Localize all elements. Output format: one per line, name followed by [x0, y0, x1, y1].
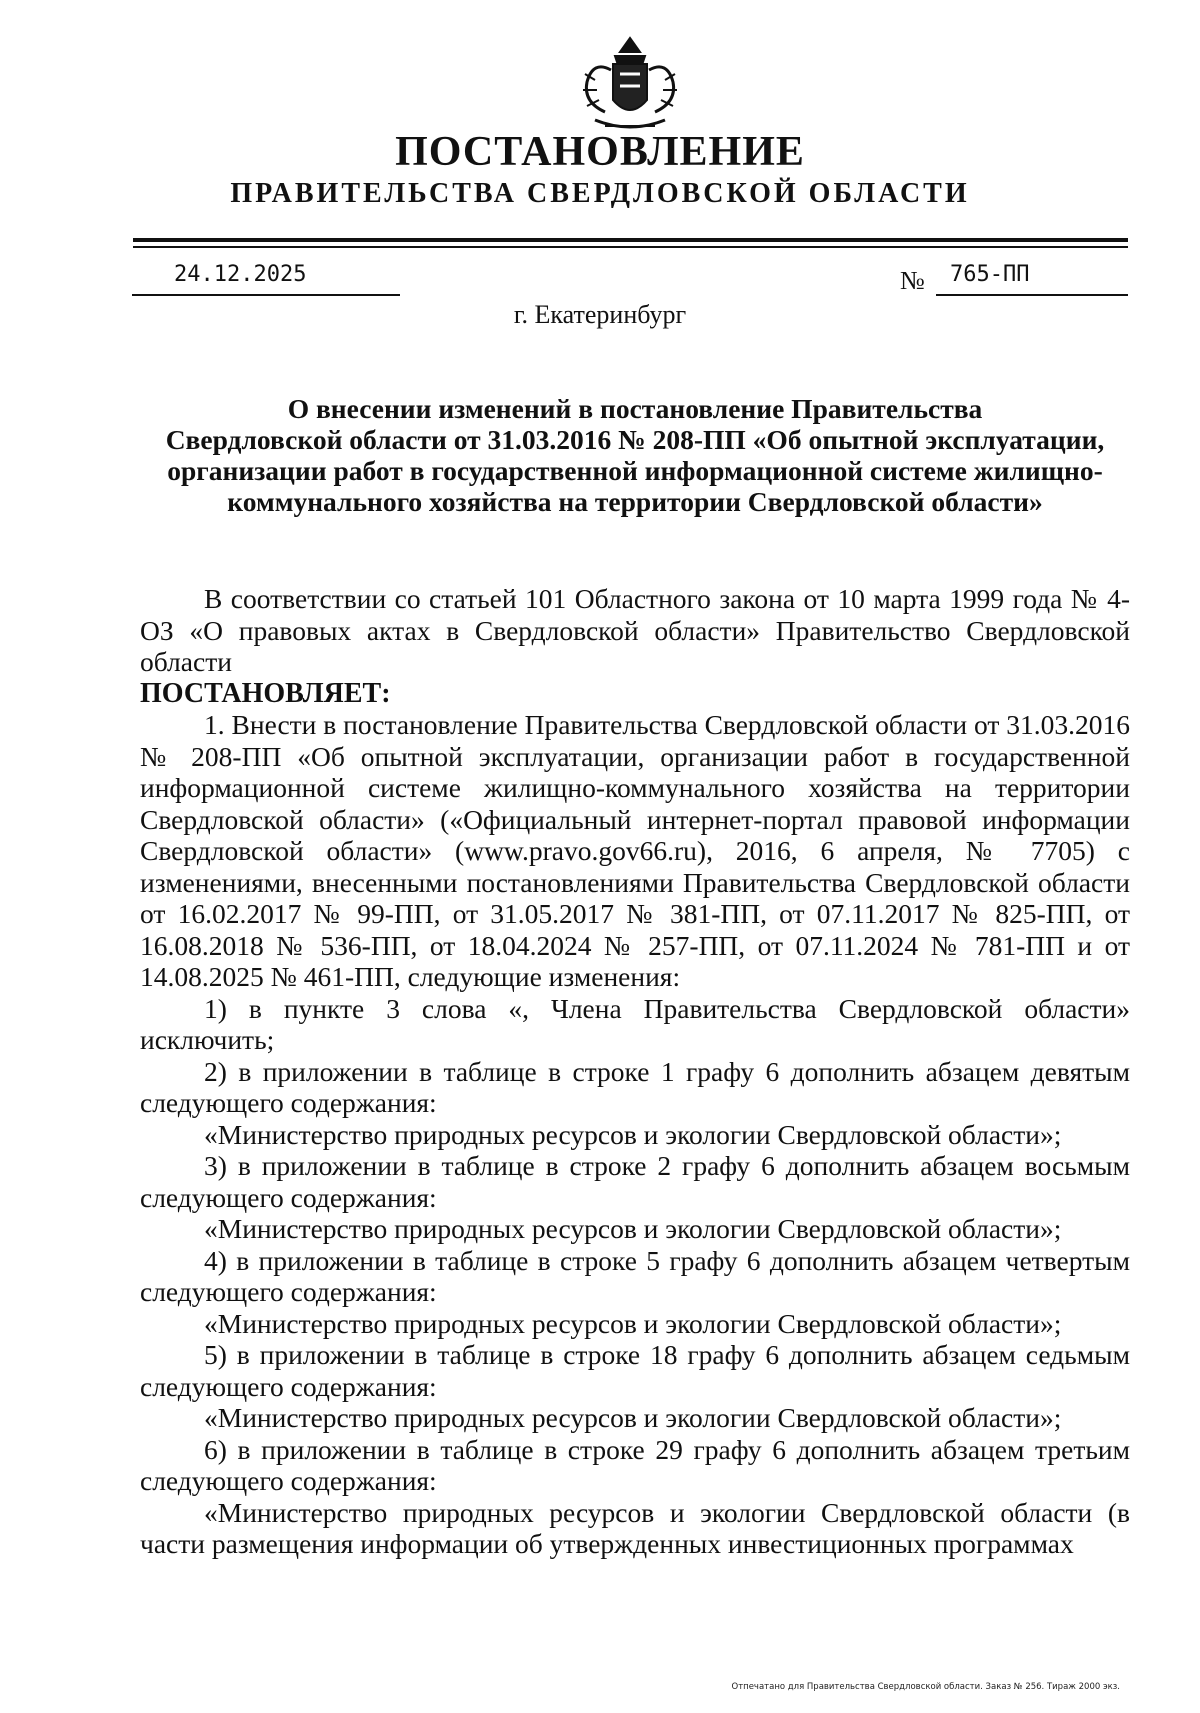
number-sign: №: [900, 266, 925, 295]
print-note: Отпечатано для Правительства Свердловской области. Заказ № 256. Тираж 2000 экз.: [731, 1682, 1120, 1692]
heading-line-2: Свердловской области от 31.03.2016 № 208-ПП «Об опытной эксплуатации,: [165, 424, 1105, 455]
heading-line-4: коммунального хозяйства на территории Свердловской области»: [227, 486, 1043, 517]
document-date-field: [132, 262, 400, 296]
resolves-heading: ПОСТАНОВЛЯЕТ:: [140, 677, 391, 709]
header-divider-thick: [133, 238, 1128, 242]
document-number-field: [900, 262, 1130, 296]
subitem-3: 3) в приложении в таблице в строке 2 графу 6 дополнить абзацем восьмым следующего содержания:: [140, 1150, 1130, 1213]
subitem-4: 4) в приложении в таблице в строке 5 графу 6 дополнить абзацем четвертым следующего содержания:: [140, 1244, 1130, 1307]
document-date: 24.12.2025: [174, 262, 307, 287]
number-underline: [936, 262, 1128, 296]
coat-of-arms-emblem: [565, 30, 695, 140]
heading-line-1: О внесении изменений в постановление Правительства: [287, 393, 983, 424]
heading-line-3: организации работ в государственной информационной системе жилищно-: [167, 455, 1103, 486]
preamble-paragraph: В соответствии со статьей 101 Областного закона от 10 марта 1999 года № 4-ОЗ «О правовых актах в Свердловской области» Правительство Свердловской области: [140, 583, 1130, 677]
issuing-authority: ПРАВИТЕЛЬСТВА СВЕРДЛОВСКОЙ ОБЛАСТИ: [230, 178, 970, 209]
quote-5: «Министерство природных ресурсов и экологии Свердловской области»;: [204, 1402, 1062, 1433]
item-1-paragraph: 1. Внести в постановление Правительства Свердловской области от 31.03.2016 № 208-ПП «Об опытной эксплуатации, организации работ в государственной информационной системе жилищно-коммунального хозяйства на территории Свердловской области» («Официальный интернет-портал правовой информации Свердловской области» (www.pravo.gov66.ru), 2016, 6 апреля, № 7705) с изменениями, внесенными постановлениями Правительства Свердловской области от 16.02.2017 № 99-ПП, от 31.05.2017 № 381-ПП, от 07.11.2017 № 825-ПП, от 16.08.2018 № 536-ПП, от 18.04.2024 № 257-ПП, от 07.11.2024 № 781-ПП и от 14.08.2025 № 461-ПП, следующие изменения:: [140, 709, 1130, 992]
subitem-5: 5) в приложении в таблице в строке 18 графу 6 дополнить абзацем седьмым следующего содержания:: [140, 1339, 1130, 1402]
subitem-6: 6) в приложении в таблице в строке 29 графу 6 дополнить абзацем третьим следующего содержания:: [140, 1433, 1130, 1496]
subitem-1: 1) в пункте 3 слова «, Члена Правительства Свердловской области» исключить;: [140, 992, 1130, 1055]
quote-6: «Министерство природных ресурсов и экологии Свердловской области (в части размещения информации об утвержденных инвестиционных программах: [140, 1496, 1130, 1559]
quote-4: «Министерство природных ресурсов и экологии Свердловской области»;: [204, 1307, 1062, 1339]
document-city: г. Екатеринбург: [513, 300, 687, 329]
quote-3: «Министерство природных ресурсов и экологии Свердловской области»;: [204, 1213, 1062, 1244]
document-number: 765-ПП: [950, 262, 1030, 287]
header-divider-thin: [133, 246, 1128, 248]
document-title: ПОСТАНОВЛЕНИЕ: [395, 129, 805, 175]
document-body: [140, 583, 1130, 1560]
subitem-2: 2) в приложении в таблице в строке 1 графу 6 дополнить абзацем девятым следующего содержания:: [140, 1055, 1130, 1118]
document-heading: [140, 393, 1130, 517]
quote-2: «Министерство природных ресурсов и экологии Свердловской области»;: [204, 1118, 1062, 1150]
